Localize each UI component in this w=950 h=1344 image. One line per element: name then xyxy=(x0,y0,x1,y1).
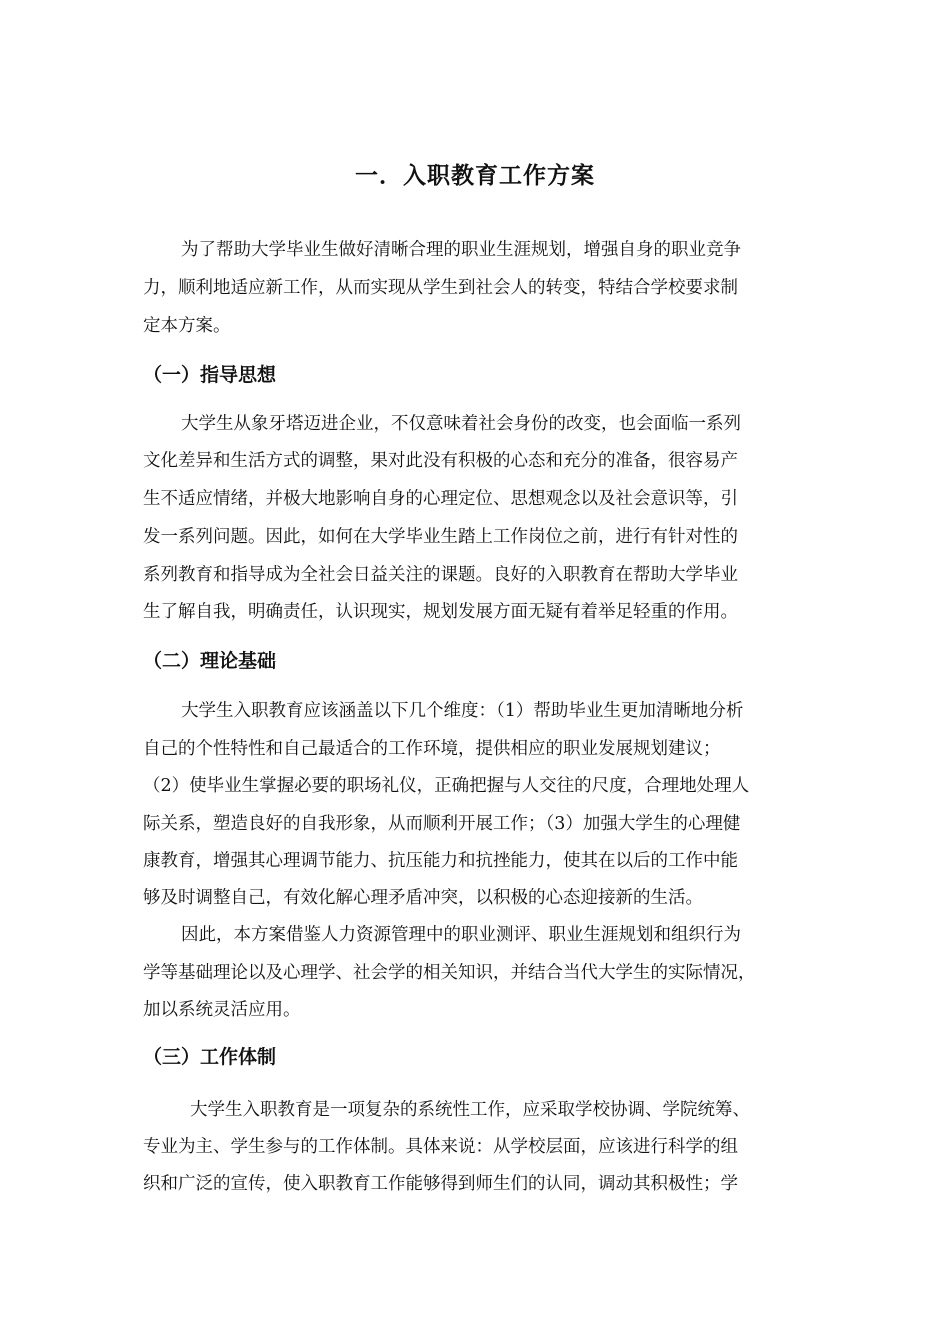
section-line: 大学生从象牙塔迈进企业，不仅意味着社会身份的改变，也会面临一系列 xyxy=(181,414,741,434)
section-line: 够及时调整自己，有效化解心理矛盾冲突，以积极的心态迎接新的生活。 xyxy=(143,888,703,908)
intro-line: 定本方案。 xyxy=(143,316,231,336)
section-line: 大学生入职教育应该涵盖以下几个维度：（1）帮助毕业生更加清晰地分析 xyxy=(181,701,744,721)
section-line: 生了解自我，明确责任，认识现实，规划发展方面无疑有着举足轻重的作用。 xyxy=(143,602,738,622)
section-line: 系列教育和指导成为全社会日益关注的课题。良好的入职教育在帮助大学毕业 xyxy=(143,565,738,585)
section-line: 自己的个性特性和自己最适合的工作环境，提供相应的职业发展规划建议； xyxy=(143,739,721,759)
section-line: 学等基础理论以及心理学、社会学的相关知识，并结合当代大学生的实际情况， xyxy=(143,963,756,983)
section-line: 专业为主、学生参与的工作体制。具体来说：从学校层面，应该进行科学的组 xyxy=(143,1137,738,1157)
section-line: 织和广泛的宣传，使入职教育工作能够得到师生们的认同，调动其积极性；学 xyxy=(143,1174,738,1194)
section-line: （2）使毕业生掌握必要的职场礼仪，正确把握与人交往的尺度，合理地处理人 xyxy=(143,776,750,796)
section-line: 文化差异和生活方式的调整，果对此没有积极的心态和充分的准备，很容易产 xyxy=(143,451,738,471)
section-line: 因此，本方案借鉴人力资源管理中的职业测评、职业生涯规划和组织行为 xyxy=(181,925,741,945)
section-line: 康教育，增强其心理调节能力、抗压能力和抗挫能力，使其在以后的工作中能 xyxy=(143,851,738,871)
intro-line: 为了帮助大学毕业生做好清晰合理的职业生涯规划，增强自身的职业竞争 xyxy=(181,240,741,260)
document-title: 一．入职教育工作方案 xyxy=(355,163,595,189)
section-line: 加以系统灵活应用。 xyxy=(143,1000,301,1020)
section-line: 际关系，塑造良好的自我形象，从而顺利开展工作；（3）加强大学生的心理健 xyxy=(143,814,741,834)
intro-line: 力，顺利地适应新工作，从而实现从学生到社会人的转变，特结合学校要求制 xyxy=(143,278,738,298)
section-line: 生不适应情绪，并极大地影响自身的心理定位、思想观念以及社会意识等，引 xyxy=(143,489,738,509)
section-heading-work-system: （三）工作体制 xyxy=(143,1046,277,1068)
section-heading-theoretical-basis: （二）理论基础 xyxy=(143,650,277,672)
section-heading-guiding-ideology: （一）指导思想 xyxy=(143,364,277,386)
section-line: 大学生入职教育是一项复杂的系统性工作，应采取学校协调、学院统筹、 xyxy=(190,1100,750,1120)
section-line: 发一系列问题。因此，如何在大学毕业生踏上工作岗位之前，进行有针对性的 xyxy=(143,527,738,547)
